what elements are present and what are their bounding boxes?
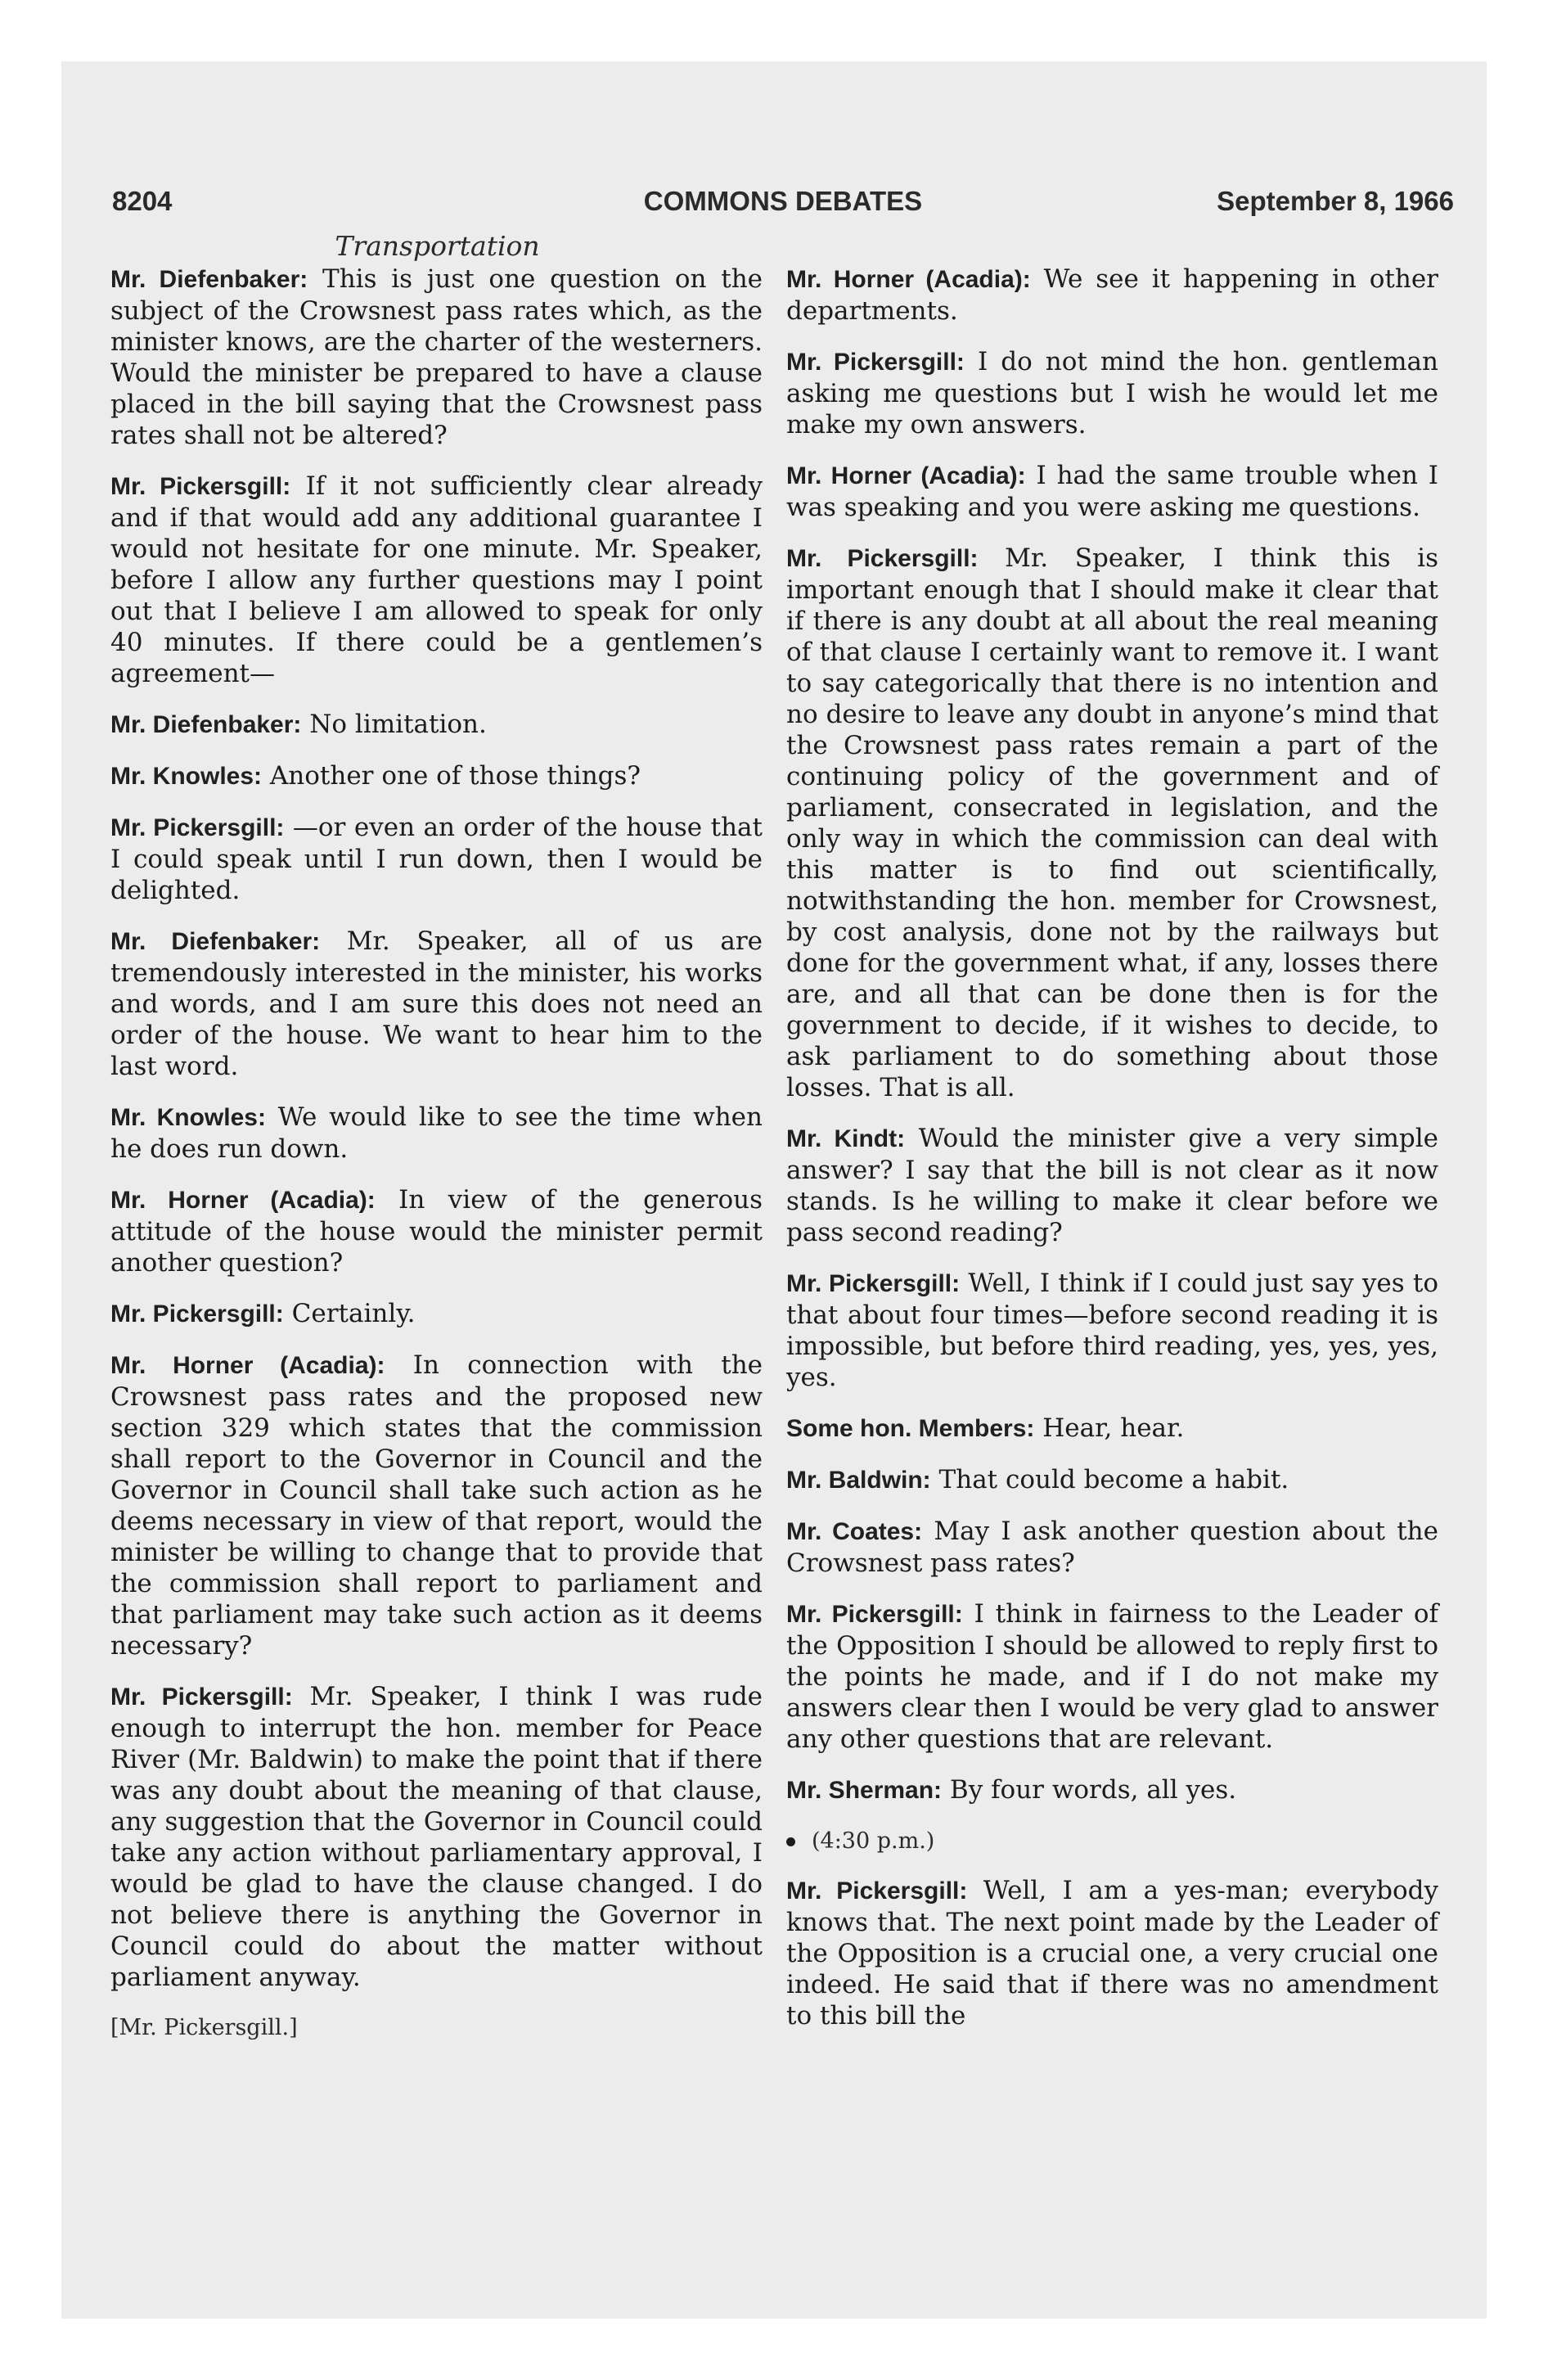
speech-paragraph [786,1464,1438,1496]
speaker-name: Mr. Sherman: [786,1777,943,1804]
speech-text: This is just one question on the subject of the Crowsnest pass rates which, as the minister knows, are the charter of the westerners. Would the minister be prepared to have a clause placed in the bill saying that the Crowsnest pass rates shall not be altered? [110,264,763,450]
speech-paragraph [786,1123,1438,1248]
speech-text: I think in fairness to the Leader of the Opposition I should be allowed to reply first to the points he made, and if I do not make my answers clear then I would be very glad to answer any other questions that are relevant. [786,1599,1438,1754]
page-header [112,186,1454,227]
speech-text: May I ask another question about the Crowsnest pass rates? [786,1517,1438,1578]
speech-text: Mr. Speaker, I think I was rude enough to interrupt the hon. member for Peace River (Mr. Baldwin) to make the point that if there was any doubt about the meaning of that clause, any suggestion that the Governor in Council could take any action without parliamentary approval, I would be glad to have the clause changed. I do not believe there is anything the Governor in Council could do about the matter without parliament anyway. [110,1682,763,1992]
speech-text: That could become a habit. [938,1465,1289,1494]
speaker-name: Mr. Kindt: [786,1125,906,1152]
speech-text: I do not mind the hon. gentleman asking me questions but I wish he would let me make my own answers. [786,347,1438,439]
speaker-name: Mr. Diefenbaker: [110,928,321,955]
speech-paragraph [110,760,763,792]
speech-paragraph [786,1598,1438,1755]
time-marker [786,1826,1438,1857]
bullet-icon [786,1837,795,1846]
speech-paragraph [786,1774,1438,1806]
speech-paragraph [786,1268,1438,1393]
speaker-name: Mr. Pickersgill: [786,1601,963,1628]
speech-paragraph [110,1298,763,1330]
speaker-name: Mr. Pickersgill: [110,1300,284,1327]
speaker-name: Mr. Horner (Acadia): [786,462,1026,489]
speech-paragraph [786,543,1438,1103]
speech-paragraph [786,1875,1438,2031]
speech-paragraph [786,346,1438,440]
speaker-name: Mr. Pickersgill: [110,473,291,500]
speech-text: We would like to see the time when he does run down. [110,1102,763,1164]
page-number: 8204 [112,186,173,216]
speaker-name: Mr. Coates: [786,1518,923,1545]
speech-text: We see it happening in other departments. [786,264,1438,326]
page-date: September 8, 1966 [1217,186,1454,216]
speech-paragraph [110,812,763,906]
left-column [110,264,763,2044]
right-column [786,264,1438,2051]
speech-text: By four words, all yes. [949,1775,1237,1805]
speaker-name: Mr. Knowles: [110,1104,266,1131]
speech-paragraph [786,460,1438,523]
speech-text: Hear, hear. [1042,1413,1185,1443]
speech-text: I had the same trouble when I was speaking and you were asking me questions. [786,461,1438,522]
speech-text: In view of the generous attitude of the house would the minister permit another question? [110,1185,763,1278]
speech-paragraph [110,1681,763,1993]
speech-text: In connection with the Crowsnest pass rates and the proposed new section 329 which states that the commission shall report to the Governor in Council and the Governor in Council shall take such action as he deems necessary in view of that report, would the minister be willing to change that to provide that the commission shall report to parliament and that parliament may take such action as it deems necessary? [110,1350,763,1661]
speech-text: If it not sufficiently clear already and if that would add any additional guarantee I would not hesitate for one minute. Mr. Speaker, before I allow any further questions may I point out that I believe I am allowed to speak for only 40 minutes. If there could be a gentlemen’s agreement— [110,471,763,688]
speech-paragraph [110,1102,763,1165]
speech-paragraph [786,1516,1438,1579]
speech-paragraph [110,1184,763,1278]
speaker-name: Mr. Pickersgill: [786,1270,961,1297]
speech-text: Mr. Speaker, all of us are tremendously interested in the minister, his works and words, and I am sure this does not need an order of the house. We want to hear him to the last word. [110,926,763,1081]
speech-text: Well, I think if I could just say yes to that about four times—before second reading it is impossible, but before third reading, yes, yes, yes, yes. [786,1269,1438,1392]
speaker-name: Mr. Horner (Acadia): [110,1352,385,1379]
column-footer-note: [Mr. Pickersgill.] [110,2015,298,2040]
speaker-name: Mr. Pickersgill: [110,814,285,841]
speech-paragraph [110,471,763,689]
publication-title: COMMONS DEBATES [643,186,923,216]
speech-paragraph [786,1413,1438,1445]
speech-paragraph [110,264,763,451]
subject-heading: Transportation [335,230,540,262]
speaker-name: Mr. Horner (Acadia): [110,1187,376,1214]
speaker-name: Mr. Diefenbaker: [110,711,302,738]
speech-text: Certainly. [291,1299,416,1328]
speech-text: Another one of those things? [269,761,641,791]
speech-paragraph [110,926,763,1082]
speaker-name: Mr. Baldwin: [786,1467,931,1494]
speaker-name: Mr. Pickersgill: [110,1684,293,1711]
time-marker-text: (4:30 p.m.) [812,1828,935,1854]
speech-paragraph [110,709,763,741]
speech-paragraph [110,1350,763,1661]
speaker-name: Some hon. Members: [786,1415,1035,1442]
speaker-name: Mr. Pickersgill: [786,545,979,572]
speech-text: Well, I am a yes-man; everybody knows that. The next point made by the Leader of the Opposition is a crucial one, a very crucial one indeed. He said that if there was no amendment to this bill the [786,1876,1439,2031]
speaker-name: Mr. Pickersgill: [786,1877,968,1904]
speech-paragraph [786,264,1438,327]
speech-text: Would the minister give a very simple answer? I say that the bill is not clear as it now stands. Is he willing to make it clear before we pass second reading? [786,1124,1439,1247]
speech-text: —or even an order of the house that I could speak until I run down, then I would be delighted. [110,813,763,905]
speech-text: Mr. Speaker, I think this is important enough that I should make it clear that if there is any doubt at all about the real meaning of that clause I certainly want to remove it. I want to say categorically that there is no intention and no desire to leave any doubt in anyone’s mind that the Crowsnest pass rates remain a part of the continuing policy of the government and of parliament, consecrated in legislation, and the only way in which the commission can deal with this matter is to find out scientifically, notwithstanding the hon. member for Crowsnest, by cost analysis, done not by the railways but done for the government what, if any, losses there are, and all that can be done then is for the government to decide, if it wishes to decide, to ask parliament to do something about those losses. That is all. [786,543,1438,1102]
speaker-name: Mr. Horner (Acadia): [786,266,1031,293]
speaker-name: Mr. Knowles: [110,763,263,790]
speaker-name: Mr. Diefenbaker: [110,266,308,293]
speech-text: No limitation. [309,710,487,739]
speaker-name: Mr. Pickersgill: [786,349,965,376]
